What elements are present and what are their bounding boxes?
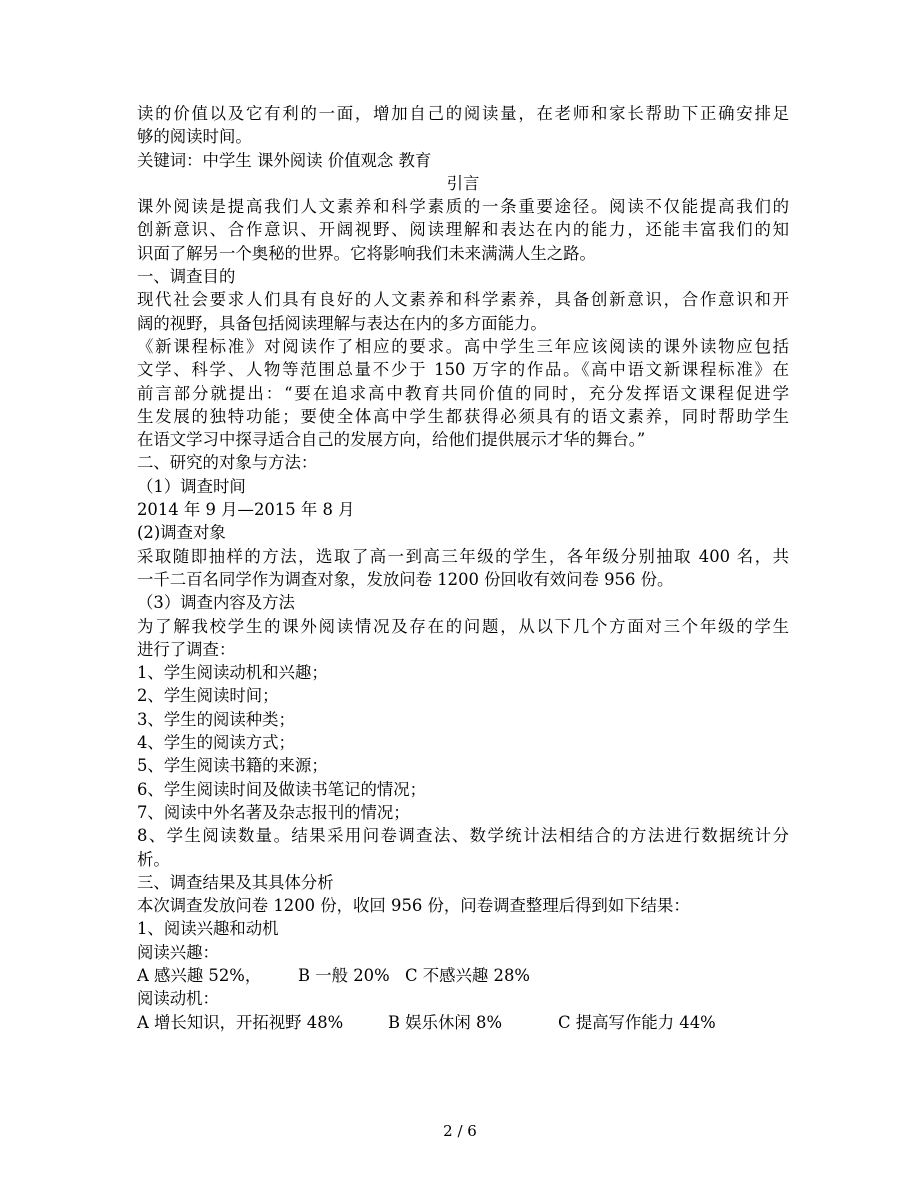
- section-heading: 一、调查目的: [137, 267, 236, 287]
- text-line: 阔的视野，具备包括阅读理解与表达在内的多方面能力。: [137, 313, 547, 333]
- text-line: 读的价值以及它有利的一面，增加自己的阅读量，在老师和家长帮助下正确安排足: [137, 104, 789, 123]
- list-item: 2、学生阅读时间；: [137, 686, 279, 706]
- section-heading: 二、研究的对象与方法：: [137, 453, 318, 473]
- list-item: 8、学生阅读数量。结果采用问卷调查法、数学统计法相结合的方法进行数据统计分: [137, 826, 789, 846]
- section-heading: 三、调查结果及其具体分析: [137, 872, 334, 892]
- page-number: 2 / 6: [443, 1122, 477, 1140]
- list-item: 4、学生的阅读方式；: [137, 733, 295, 753]
- subheading: (2)调查对象: [137, 523, 226, 543]
- motive-label: 阅读动机：: [137, 989, 219, 1009]
- subheading: （3）调查内容及方法: [137, 593, 295, 613]
- text-line: 析。: [137, 849, 170, 869]
- interest-option-c: C 不感兴趣 28%: [405, 965, 530, 985]
- document-body: [137, 102, 789, 1034]
- text-line: 创新意识、合作意识、开阔视野、阅读理解和表达在内的能力，还能丰富我们的知: [137, 220, 789, 240]
- list-item: 1、学生阅读动机和兴趣；: [137, 663, 328, 683]
- keywords-line: 关键词：中学生 课外阅读 价值观念 教育: [137, 150, 432, 170]
- text-line: 《新课程标准》对阅读作了相应的要求。高中学生三年应该阅读的课外读物应包括: [137, 336, 789, 356]
- text-line: 一千二百名同学作为调查对象，发放问卷 1200 份回收有效问卷 956 份。: [137, 569, 674, 589]
- interest-option-a: A 感兴趣 52%，: [137, 965, 262, 985]
- text-line: 够的阅读时间。: [137, 127, 252, 147]
- subheading: （1）调查时间: [137, 476, 246, 496]
- text-line: 生发展的独特功能；要使全体高中学生都获得必须具有的语文素养，同时帮助学生: [137, 406, 789, 426]
- list-item: 5、学生阅读书籍的来源；: [137, 756, 328, 776]
- text-line: 现代社会要求人们具有良好的人文素养和科学素养，具备创新意识，合作意识和开: [137, 290, 789, 310]
- text-line: 文学、科学、人物等范围总量不少于 150 万字的作品。《高中语文新课程标准》在: [137, 360, 789, 380]
- text-line: 为了解我校学生的课外阅读情况及存在的问题，从以下几个方面对三个年级的学生: [137, 616, 789, 636]
- motive-option-b: B 娱乐休闲 8%: [388, 1012, 503, 1032]
- section-heading-intro: 引言: [446, 173, 480, 193]
- interest-options: [137, 964, 789, 987]
- motive-option-c: C 提高写作能力 44%: [558, 1012, 716, 1032]
- text-line: 2014 年 9 月—2015 年 8 月: [137, 500, 355, 520]
- text-line: 前言部分就提出：“要在追求高中教育共同价值的同时，充分发挥语文课程促进学: [137, 383, 789, 403]
- text-line: 本次调查发放问卷 1200 份，收回 956 份，问卷调查整理后得到如下结果：: [137, 896, 690, 916]
- subheading: 1、阅读兴趣和动机: [137, 919, 279, 939]
- text-line: 在语文学习中探寻适合自己的发展方向，给他们提供展示才华的舞台。”: [137, 430, 646, 450]
- list-item: 6、学生阅读时间及做读书笔记的情况；: [137, 779, 427, 799]
- motive-option-a: A 增长知识，开拓视野 48%: [137, 1012, 344, 1032]
- interest-option-b: B 一般 20%: [298, 965, 390, 985]
- list-item: 3、学生的阅读种类；: [137, 709, 295, 729]
- text-line: 采取随即抽样的方法，选取了高一到高三年级的学生，各年级分别抽取 400 名，共: [137, 546, 789, 566]
- text-line: 识面了解另一个奥秘的世界。它将影响我们未来满满人生之路。: [137, 243, 596, 263]
- interest-label: 阅读兴趣：: [137, 942, 219, 962]
- motive-options: [137, 1011, 789, 1034]
- text-line: 课外阅读是提高我们人文素养和科学素质的一条重要途径。阅读不仅能提高我们的: [137, 197, 789, 217]
- text-line: 进行了调查：: [137, 639, 236, 659]
- list-item: 7、阅读中外名著及杂志报刊的情况；: [137, 802, 410, 822]
